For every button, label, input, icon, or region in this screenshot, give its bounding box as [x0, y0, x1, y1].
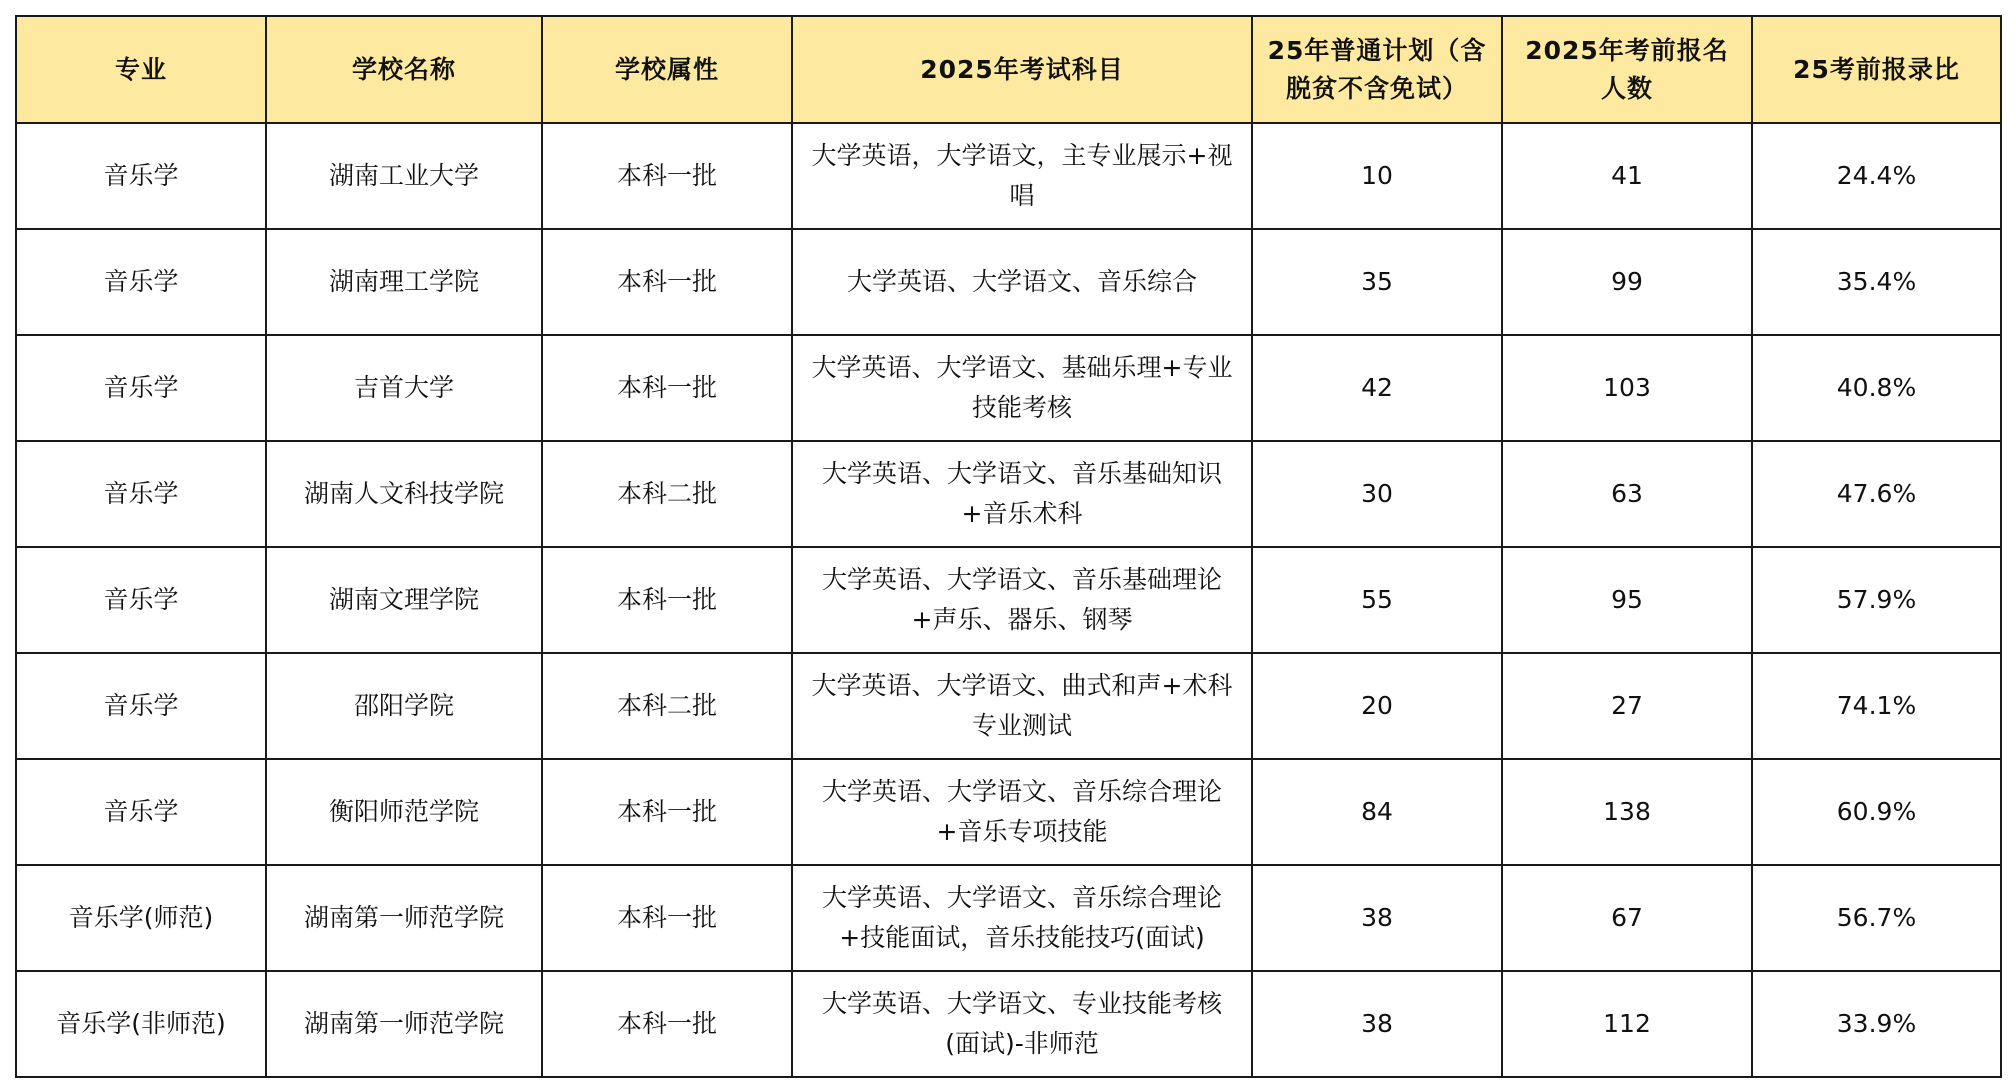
header-major: 专业 [16, 16, 266, 123]
cell-exam-subjects: 大学英语、大学语文、音乐基础理论+声乐、器乐、钢琴 [792, 547, 1252, 653]
cell-school-name: 湖南第一师范学院 [266, 865, 542, 971]
cell-school-name: 湖南人文科技学院 [266, 441, 542, 547]
cell-major: 音乐学 [16, 335, 266, 441]
cell-applicant-count: 27 [1502, 653, 1752, 759]
cell-school-name: 邵阳学院 [266, 653, 542, 759]
cell-plan-count: 38 [1252, 865, 1502, 971]
cell-plan-count: 10 [1252, 123, 1502, 229]
cell-exam-subjects: 大学英语、大学语文、曲式和声+术科专业测试 [792, 653, 1252, 759]
cell-school-type: 本科一批 [542, 335, 792, 441]
cell-applicant-count: 67 [1502, 865, 1752, 971]
cell-school-name: 湖南第一师范学院 [266, 971, 542, 1077]
cell-admission-ratio: 56.7% [1752, 865, 2001, 971]
cell-applicant-count: 95 [1502, 547, 1752, 653]
cell-school-type: 本科一批 [542, 123, 792, 229]
cell-major: 音乐学 [16, 759, 266, 865]
cell-exam-subjects: 大学英语、大学语文、专业技能考核(面试)-非师范 [792, 971, 1252, 1077]
cell-applicant-count: 138 [1502, 759, 1752, 865]
cell-applicant-count: 112 [1502, 971, 1752, 1077]
cell-applicant-count: 63 [1502, 441, 1752, 547]
cell-school-type: 本科一批 [542, 865, 792, 971]
table-row [16, 335, 2001, 441]
cell-major: 音乐学(非师范) [16, 971, 266, 1077]
table-row [16, 865, 2001, 971]
cell-school-name: 湖南工业大学 [266, 123, 542, 229]
cell-admission-ratio: 60.9% [1752, 759, 2001, 865]
cell-admission-ratio: 33.9% [1752, 971, 2001, 1077]
cell-plan-count: 38 [1252, 971, 1502, 1077]
cell-admission-ratio: 57.9% [1752, 547, 2001, 653]
cell-exam-subjects: 大学英语、大学语文、音乐基础知识+音乐术科 [792, 441, 1252, 547]
admission-table [15, 15, 2002, 1078]
cell-exam-subjects: 大学英语，大学语文，主专业展示+视唱 [792, 123, 1252, 229]
header-plan-count: 25年普通计划（含脱贫不含免试） [1252, 16, 1502, 123]
cell-plan-count: 55 [1252, 547, 1502, 653]
cell-major: 音乐学 [16, 547, 266, 653]
cell-admission-ratio: 40.8% [1752, 335, 2001, 441]
cell-school-type: 本科二批 [542, 441, 792, 547]
cell-plan-count: 42 [1252, 335, 1502, 441]
cell-admission-ratio: 24.4% [1752, 123, 2001, 229]
cell-school-type: 本科一批 [542, 229, 792, 335]
cell-major: 音乐学(师范) [16, 865, 266, 971]
table-row [16, 229, 2001, 335]
table-row [16, 971, 2001, 1077]
cell-plan-count: 84 [1252, 759, 1502, 865]
cell-school-name: 湖南文理学院 [266, 547, 542, 653]
header-applicant-count: 2025年考前报名人数 [1502, 16, 1752, 123]
cell-exam-subjects: 大学英语、大学语文、基础乐理+专业技能考核 [792, 335, 1252, 441]
cell-major: 音乐学 [16, 123, 266, 229]
header-school-type: 学校属性 [542, 16, 792, 123]
cell-admission-ratio: 74.1% [1752, 653, 2001, 759]
header-admission-ratio: 25考前报录比 [1752, 16, 2001, 123]
cell-admission-ratio: 47.6% [1752, 441, 2001, 547]
header-exam-subjects: 2025年考试科目 [792, 16, 1252, 123]
cell-plan-count: 35 [1252, 229, 1502, 335]
header-school-name: 学校名称 [266, 16, 542, 123]
table-row [16, 441, 2001, 547]
cell-school-type: 本科二批 [542, 653, 792, 759]
cell-major: 音乐学 [16, 229, 266, 335]
cell-major: 音乐学 [16, 441, 266, 547]
header-row [16, 16, 2001, 123]
cell-admission-ratio: 35.4% [1752, 229, 2001, 335]
cell-applicant-count: 103 [1502, 335, 1752, 441]
cell-school-name: 衡阳师范学院 [266, 759, 542, 865]
table-row [16, 123, 2001, 229]
table-row [16, 653, 2001, 759]
cell-school-type: 本科一批 [542, 971, 792, 1077]
cell-major: 音乐学 [16, 653, 266, 759]
cell-applicant-count: 41 [1502, 123, 1752, 229]
cell-school-name: 湖南理工学院 [266, 229, 542, 335]
cell-school-type: 本科一批 [542, 759, 792, 865]
cell-exam-subjects: 大学英语、大学语文、音乐综合 [792, 229, 1252, 335]
cell-plan-count: 30 [1252, 441, 1502, 547]
cell-exam-subjects: 大学英语、大学语文、音乐综合理论+音乐专项技能 [792, 759, 1252, 865]
cell-school-name: 吉首大学 [266, 335, 542, 441]
cell-applicant-count: 99 [1502, 229, 1752, 335]
table-row [16, 547, 2001, 653]
table-row [16, 759, 2001, 865]
cell-plan-count: 20 [1252, 653, 1502, 759]
cell-exam-subjects: 大学英语、大学语文、音乐综合理论+技能面试，音乐技能技巧(面试) [792, 865, 1252, 971]
cell-school-type: 本科一批 [542, 547, 792, 653]
